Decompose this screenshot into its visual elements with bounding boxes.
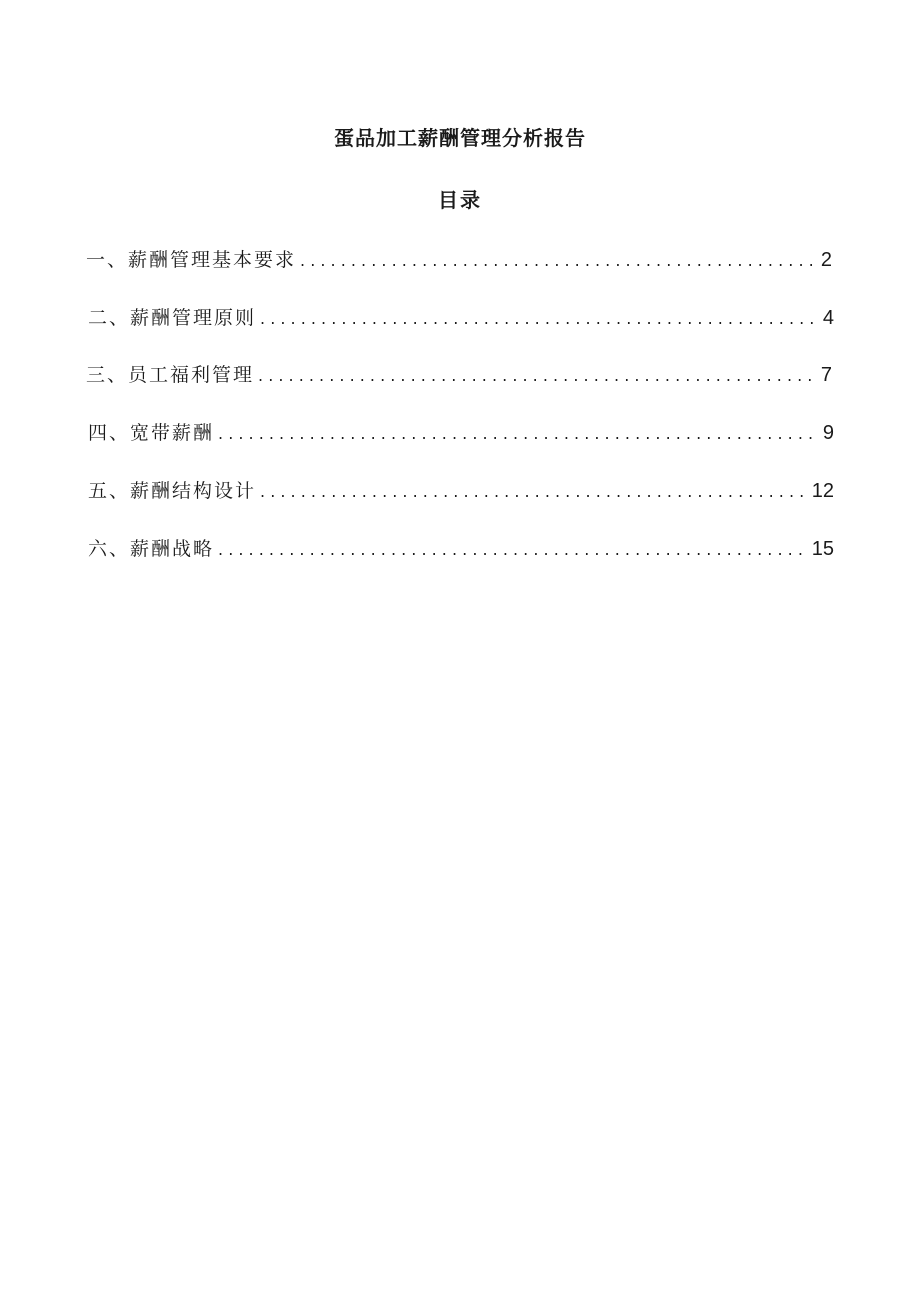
toc-entry-label: 一、薪酬管理基本要求: [86, 249, 297, 271]
toc-entry[interactable]: [86, 245, 832, 275]
toc-entry-page: 12: [811, 480, 834, 502]
toc-entry[interactable]: [88, 476, 834, 506]
toc-dot-leader: [260, 477, 808, 507]
toc-entry[interactable]: [88, 418, 834, 448]
toc-entry-page: 9: [822, 422, 834, 444]
toc-entry-page: 15: [811, 538, 834, 560]
toc-entry-label: 三、员工福利管理: [86, 364, 255, 386]
toc-dot-leader: [218, 535, 808, 565]
toc-dot-leader: [300, 246, 817, 276]
toc-entry-page: 2: [820, 249, 832, 271]
toc-dot-leader: [260, 304, 819, 334]
toc-dot-leader: [218, 419, 819, 449]
document-title: 蛋品加工薪酬管理分析报告: [334, 126, 586, 150]
toc-entry[interactable]: [88, 534, 834, 564]
toc-entry-label: 六、薪酬战略: [88, 538, 215, 560]
toc-entry-page: 4: [822, 307, 834, 329]
toc-heading: 目录: [438, 188, 482, 212]
toc-entry-page: 7: [820, 364, 832, 386]
toc-dot-leader: [258, 361, 817, 391]
toc-entry[interactable]: [86, 360, 832, 390]
toc-entry[interactable]: [88, 303, 834, 333]
toc-entry-label: 五、薪酬结构设计: [88, 480, 257, 502]
toc-entry-label: 四、宽带薪酬: [88, 422, 215, 444]
toc-entry-label: 二、薪酬管理原则: [88, 307, 257, 329]
